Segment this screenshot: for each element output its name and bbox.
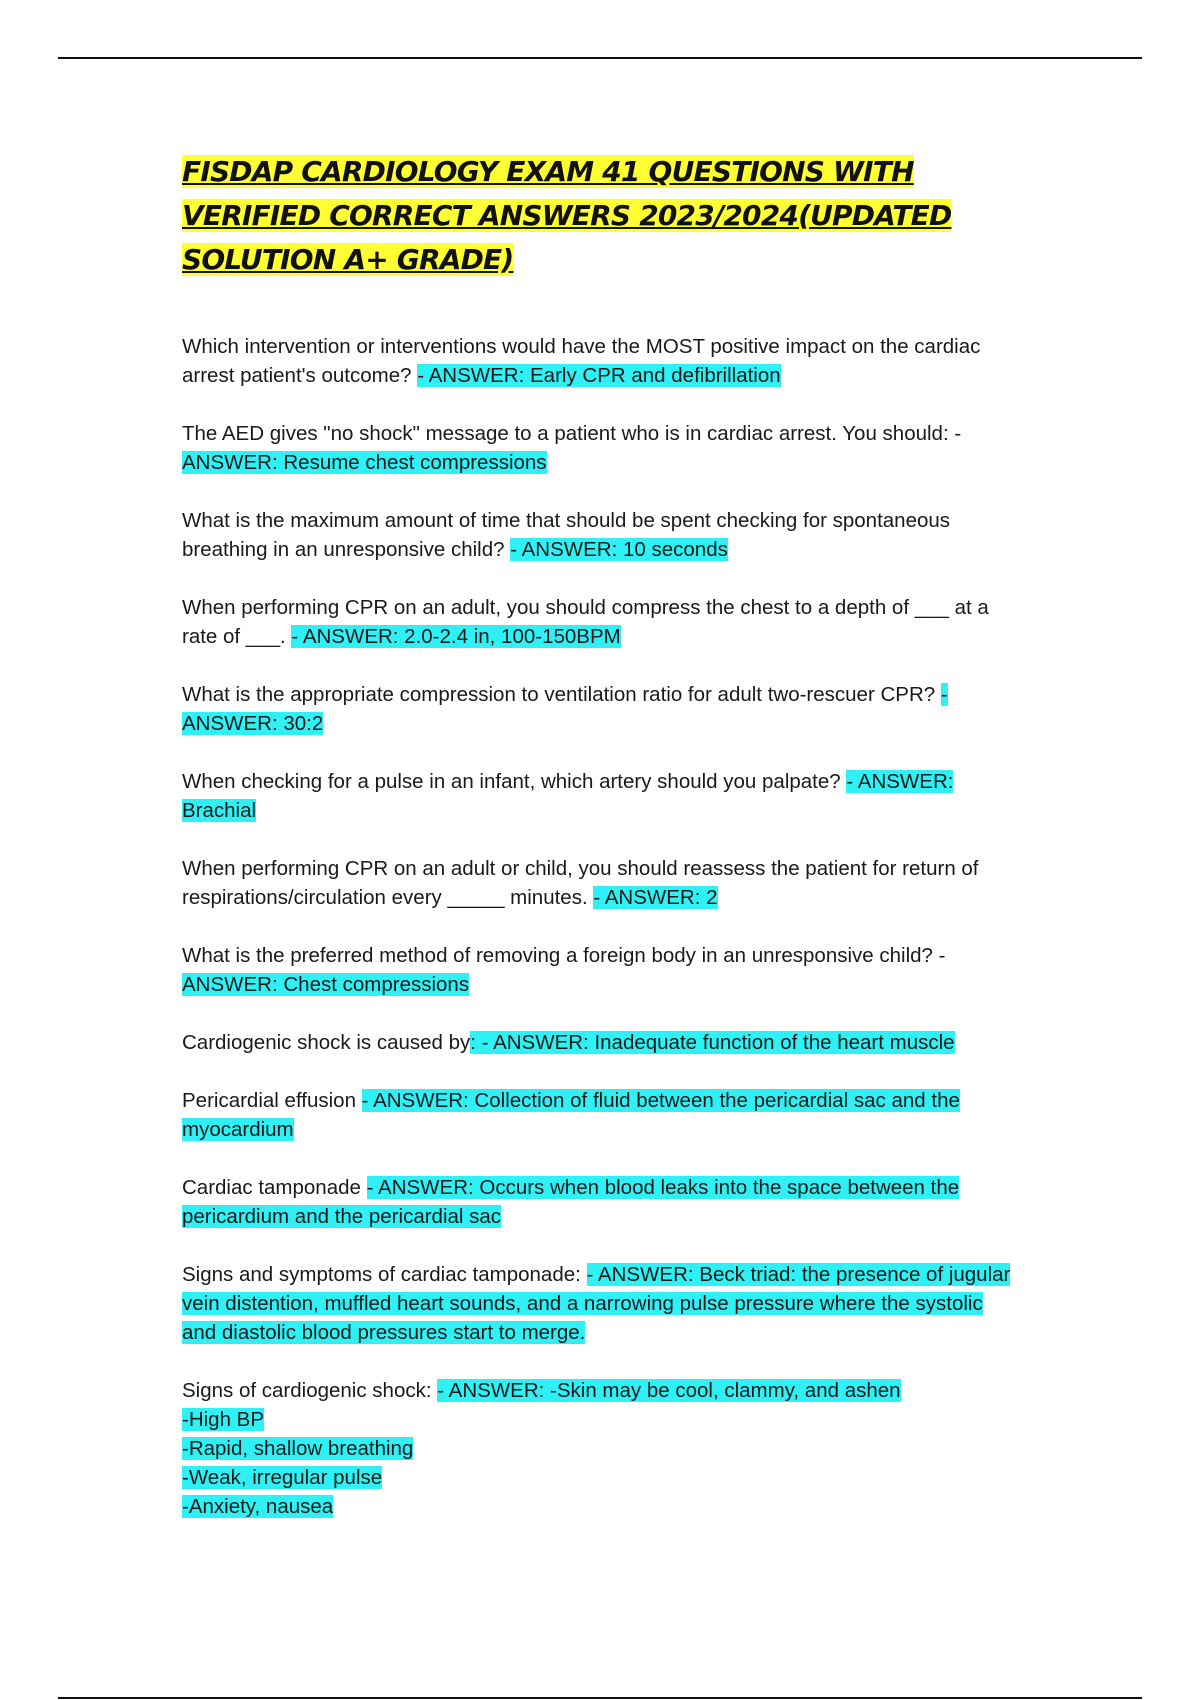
answer-text: - ANSWER: Brachial: [182, 770, 954, 822]
question-text: Cardiogenic shock is caused by: [182, 1031, 471, 1054]
qa-item-13: [182, 1376, 1022, 1521]
qa-item-6: [182, 767, 1022, 825]
question-text: Cardiac tamponade: [182, 1176, 367, 1199]
qa-item-8: [182, 941, 1022, 999]
qa-item-10: [182, 1086, 1022, 1144]
answer-text: ANSWER: Chest compressions: [182, 973, 470, 996]
answer-list-line: [182, 1463, 1022, 1492]
qa-item-3: [182, 506, 1022, 564]
answer-text: - ANSWER: Early CPR and defibrillation: [417, 364, 781, 387]
question-text: The AED gives "no shock" message to a patient who is in cardiac arrest. You should: -: [182, 422, 962, 445]
answer-text: - ANSWER: -Skin may be cool, clammy, and ashen: [437, 1379, 901, 1402]
question-text: Pericardial effusion: [182, 1089, 362, 1112]
answer-text: - ANSWER: 2.0-2.4 in, 100-150BPM: [291, 625, 621, 648]
question-text: What is the appropriate compression to ventilation ratio for adult two-rescuer CPR?: [182, 683, 941, 706]
answer-list-text: -High BP: [182, 1408, 265, 1431]
question-text: Signs of cardiogenic shock:: [182, 1379, 438, 1402]
answer-list-text: -Rapid, shallow breathing: [182, 1437, 414, 1460]
answer-text: - ANSWER: 2: [593, 886, 718, 909]
qa-item-5: [182, 680, 1022, 738]
document-title: [182, 150, 1022, 282]
question-text: When checking for a pulse in an infant, which artery should you palpate?: [182, 770, 847, 793]
question-text: When performing CPR on an adult or child, you should reassess the patient for return of respirations/circulation every _____ minutes.: [182, 857, 979, 909]
qa-item-9: [182, 1028, 1022, 1057]
answer-text: - ANSWER: Occurs when blood leaks into the space between the pericardium and the pericardial sac: [182, 1176, 960, 1228]
answer-text: - ANSWER: 30:2: [182, 683, 948, 735]
answer-text: - ANSWER: Collection of fluid between the pericardial sac and the myocardium: [182, 1089, 960, 1141]
qa-item-11: [182, 1173, 1022, 1231]
answer-text: - ANSWER: Beck triad: the presence of jugular vein distention, muffled heart sounds, and a narrowing pulse pressure where the systolic and diastolic blood pressures start to merge.: [182, 1263, 1011, 1344]
answer-list-text: -Anxiety, nausea: [182, 1495, 334, 1518]
question-text: When performing CPR on an adult, you should compress the chest to a depth of ___ at a rate of ___.: [182, 596, 989, 648]
answer-list-line: [182, 1492, 1022, 1521]
question-text: What is the preferred method of removing a foreign body in an unresponsive child? -: [182, 944, 946, 967]
answer-text: ANSWER: Resume chest compressions: [182, 451, 547, 474]
qa-item-12: [182, 1260, 1022, 1347]
qa-item-7: [182, 854, 1022, 912]
document-title-text: FISDAP CARDIOLOGY EXAM 41 QUESTIONS WITH VERIFIED CORRECT ANSWERS 2023/2024(UPDATED SOLUTION A+ GRADE): [182, 155, 952, 276]
answer-list-line: [182, 1434, 1022, 1463]
answer-list-line: [182, 1405, 1022, 1434]
qa-item-4: [182, 593, 1022, 651]
qa-item-1: [182, 332, 1022, 390]
answer-text: : - ANSWER: Inadequate function of the heart muscle: [470, 1031, 955, 1054]
bottom-rule: [58, 1697, 1142, 1699]
answer-list-text: -Weak, irregular pulse: [182, 1466, 383, 1489]
question-text: What is the maximum amount of time that should be spent checking for spontaneous breathing in an unresponsive child?: [182, 509, 951, 561]
qa-item-2: [182, 419, 1022, 477]
top-rule: [58, 57, 1142, 59]
answer-text: - ANSWER: 10 seconds: [510, 538, 728, 561]
document-body: [182, 150, 1022, 1550]
question-text: Signs and symptoms of cardiac tamponade:: [182, 1263, 587, 1286]
question-text: Which intervention or interventions would have the MOST positive impact on the cardiac arrest patient's outcome?: [182, 335, 981, 387]
